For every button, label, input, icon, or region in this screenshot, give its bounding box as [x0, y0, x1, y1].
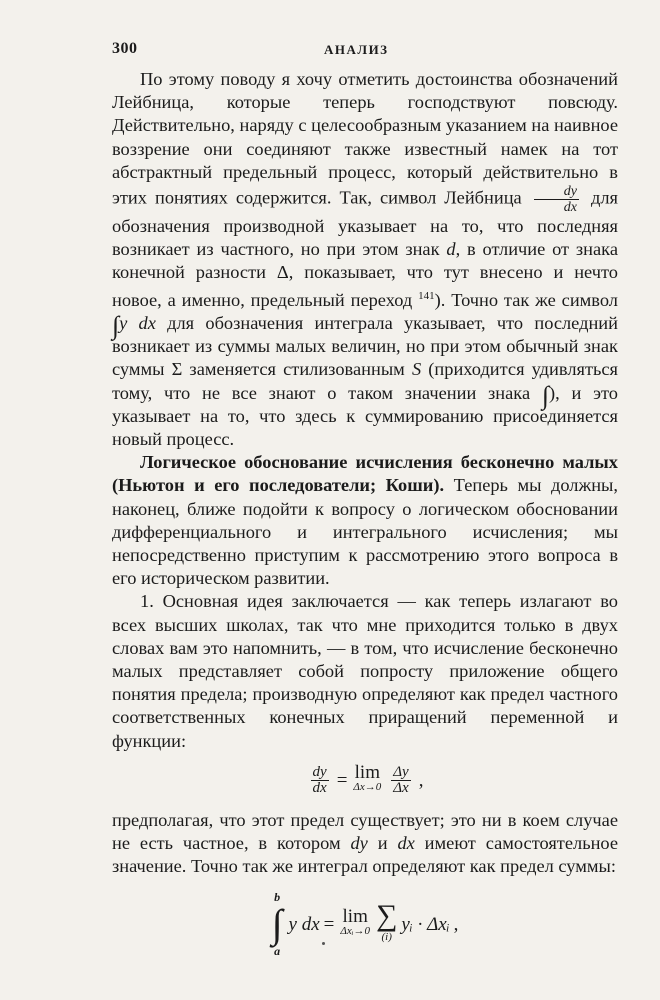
para1-text-e: для обозначения интеграла указывает, что последний возникает из суммы малых величин, но при этом обычный знак суммы Σ заменяется стилизованным [112, 312, 618, 380]
paragraph-leibniz [112, 68, 618, 451]
integrand: y dx [288, 913, 320, 935]
running-head: АНАЛИЗ [324, 42, 389, 57]
equals-sign: = [336, 769, 348, 791]
lim-subscript: Δx→0 [353, 781, 382, 794]
para1-text-c: , в отличие от знака конечной разности Δ, показывает, что тут внесено и нечто новое, а именно, предельный переход [112, 239, 619, 310]
lhs-denominator: dx [312, 779, 327, 796]
leibniz-fraction [534, 184, 579, 215]
derivative-formula [112, 759, 618, 805]
para2-text: Теперь мы должны, наконец, ближе подойти к вопросу о логическом обосновании дифференциального и интегрального исчисления; мы непосредственно приступим к рассмотрению этого вопроса в его историческом развитии. [112, 475, 618, 589]
derivative-rhs [391, 765, 410, 796]
para1-text-d: ). Точно так же символ [434, 289, 618, 310]
symbol-dx: dx [397, 833, 415, 854]
formula-comma: , [453, 913, 459, 935]
upper-limit: b [274, 890, 281, 905]
summation-operator [375, 899, 398, 945]
symbol-dy: dy [350, 833, 368, 854]
equals-sign: = [323, 913, 335, 935]
lhs-numerator: dy [312, 763, 327, 780]
integral-sign: ∫ [271, 901, 283, 947]
formula-comma: , [418, 769, 424, 791]
sum-sign: ∑ [375, 899, 398, 933]
limit-operator [353, 762, 382, 795]
para4-text-a: предполагая, что этот предел существует; это ни в коем случае не есть частное, в котором [112, 809, 618, 854]
print-speck [322, 942, 325, 945]
page-header [112, 40, 610, 68]
para1-text-a: По этому поводу я хочу отметить достоинства обозначений Лейбница, которые теперь господствуют повсюду. Действительно, наряду с целесообразным указанием на наивное воззрение они соединяют также известный намек на тот абстрактный предельный процесс, который действительно в этих понятиях содержится. Так, символ Лейбница [112, 69, 618, 208]
sum-term: yᵢ · Δxᵢ [401, 913, 450, 935]
footnote-ref: 141 [418, 289, 435, 302]
integral-expression: y dx [119, 312, 156, 333]
integral-formula [112, 884, 618, 964]
para1-text-b: для обозначения производной указывает на то, что последняя возникает из частного, но при этом знак [112, 187, 618, 260]
lim-word: lim [342, 906, 368, 928]
page-number: 300 [112, 40, 138, 57]
fraction-numerator: dy [534, 184, 579, 200]
fraction-denominator: dx [563, 200, 577, 216]
paragraph-integral [112, 809, 618, 879]
lower-limit: a [274, 944, 281, 959]
lim-word: lim [354, 762, 380, 784]
paragraph-logic [112, 451, 618, 590]
para3-text: 1. Основная идея заключается — как теперь излагают во всех высших школах, так что мне приходится только в двух словах вам это напомнить, — в том, что исчисление бесконечно малых представляет собой попросту приложение общего понятия предела; производную определяют как предел частного соответственных конечных приращений переменной и функции: [112, 591, 618, 751]
derivative-lhs [311, 765, 329, 796]
symbol-d: d [446, 239, 456, 260]
para4-text-b: и [377, 833, 388, 854]
para1-text-f: (приходится удивляться тому, что не все знают о таком значении знака [112, 359, 618, 403]
sum-index: (i) [381, 931, 392, 944]
lim-subscript: Δxᵢ→0 [340, 925, 370, 938]
para1-text-g: ), и это указывает на то, что здесь к суммированию присоединяется новый процесс. [112, 382, 618, 449]
section-heading: Логическое обоснование исчисления бесконечно малых (Ньютон и его последователи; Коши). [112, 452, 618, 496]
integral-symbol: ∫ [112, 310, 120, 340]
rhs-numerator: Δy [393, 763, 409, 780]
page-body [112, 68, 618, 964]
limit-operator [340, 906, 370, 939]
rhs-denominator: Δx [393, 779, 409, 796]
symbol-s: S [411, 359, 422, 380]
para4-text-c: имеют самостоятельное значение. Точно так же интеграл определяют как предел суммы: [112, 833, 618, 877]
integral-sign-inline: ∫ [541, 380, 550, 410]
paragraph-limit [112, 590, 618, 752]
definite-integral [272, 890, 283, 958]
